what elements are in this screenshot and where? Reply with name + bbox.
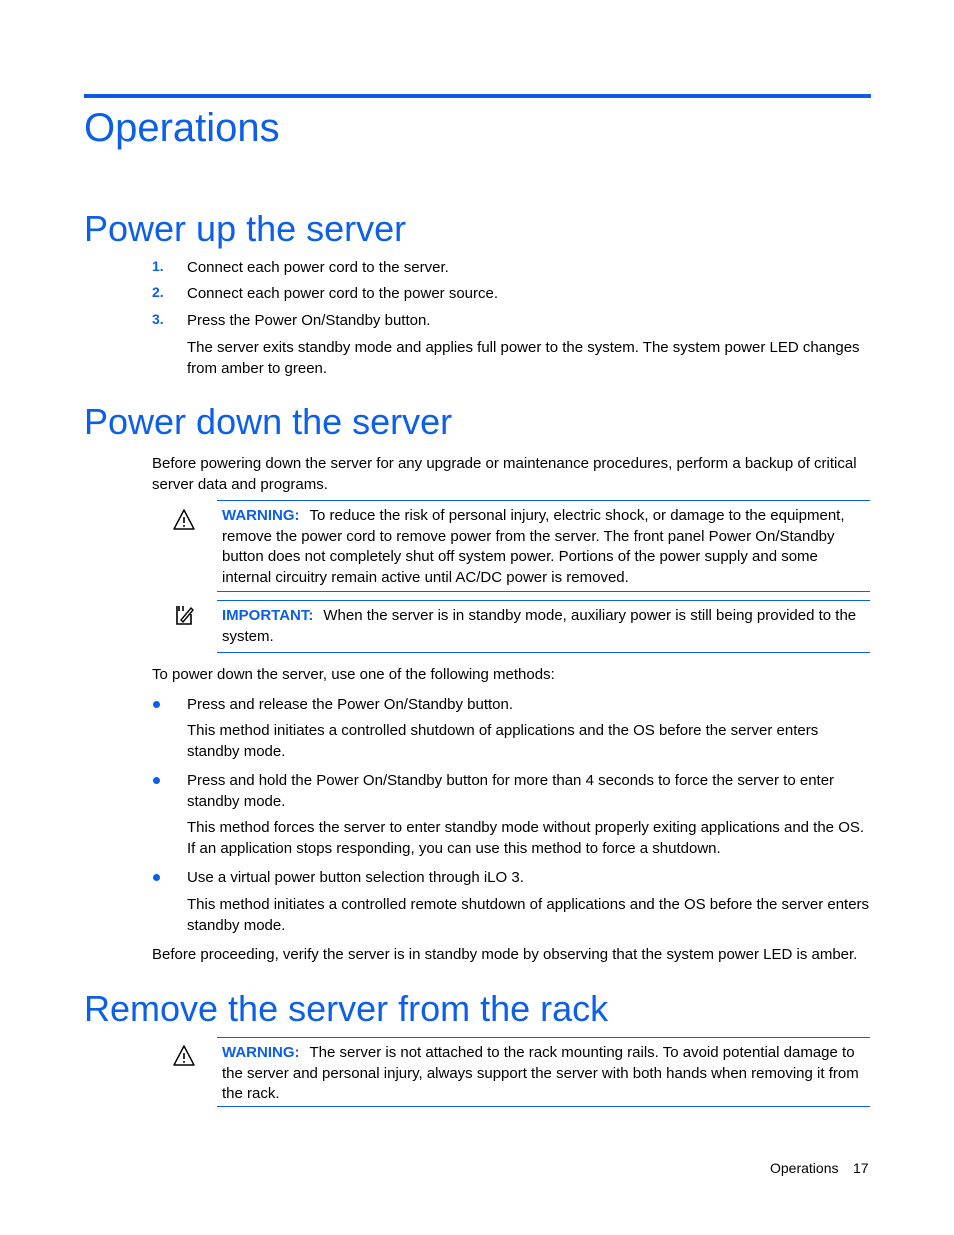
warning-label: WARNING: (222, 507, 300, 524)
footer-section: Operations (770, 1160, 839, 1176)
warning-triangle-icon (172, 1044, 196, 1068)
warning-text: To reduce the risk of personal injury, electric shock, or damage to the equipment, remove the power cord to remove power from the server. The front panel Power On/Standby button does not completely shut off system power. Portions of the power supply and some internal circuitry remain active until AC/DC power is removed. (222, 507, 845, 586)
warning-triangle-icon (172, 508, 196, 532)
footer-page-number: 17 (853, 1160, 869, 1176)
bullet (153, 874, 160, 881)
important-text: When the server is in standby mode, auxiliary power is still being provided to the system. (222, 607, 857, 645)
note-bottom-rule (217, 591, 870, 592)
important-note-icon (172, 603, 196, 627)
method-detail: This method forces the server to enter standby mode without properly exiting applications and the OS. If an application stops responding, you can use this method to force a shutdown. (187, 819, 865, 857)
step-number: 3. (152, 311, 164, 327)
method-detail: This method initiates a controlled remote shutdown of applications and the OS before the server enters standby mode. (187, 896, 870, 934)
step-number: 2. (152, 284, 164, 300)
method-detail: This method initiates a controlled shutdown of applications and the OS before the server enters standby mode. (187, 722, 819, 760)
section-title-power-down: Power down the server (84, 401, 453, 442)
section-title-remove: Remove the server from the rack (84, 988, 609, 1029)
step-result: The server exits standby mode and applies full power to the system. The system power LED changes from amber to green. (187, 339, 860, 377)
step-text: Press the Power On/Standby button. (187, 312, 431, 329)
chapter-top-rule (84, 94, 871, 98)
step-number: 1. (152, 258, 164, 274)
important-label: IMPORTANT: (222, 607, 314, 624)
method-text: Use a virtual power button selection through iLO 3. (187, 869, 524, 886)
important-note (222, 606, 868, 647)
chapter-title: Operations (84, 106, 280, 150)
note-bottom-rule (217, 1106, 870, 1107)
warning-text: The server is not attached to the rack mounting rails. To avoid potential damage to the server and personal injury, always support the server with both hands when removing it from the rack. (222, 1044, 859, 1102)
step-text: Connect each power cord to the server. (187, 259, 449, 276)
step-text: Connect each power cord to the power source. (187, 285, 499, 302)
closing-text: Before proceeding, verify the server is in standby mode by observing that the system power LED is amber. (152, 946, 858, 963)
note-top-rule (217, 1037, 870, 1038)
methods-intro: To power down the server, use one of the following methods: (152, 666, 555, 683)
warning-label: WARNING: (222, 1044, 300, 1061)
note-top-rule (217, 600, 870, 601)
bullet (153, 777, 160, 784)
note-bottom-rule (217, 652, 870, 653)
section-title-power-up: Power up the server (84, 208, 407, 249)
section-intro: Before powering down the server for any upgrade or maintenance procedures, perform a backup of critical server data and programs. (152, 455, 857, 493)
warning-note (222, 1043, 868, 1105)
method-text: Press and hold the Power On/Standby button for more than 4 seconds to force the server to enter standby mode. (187, 772, 835, 810)
bullet (153, 701, 160, 708)
method-text: Press and release the Power On/Standby button. (187, 696, 514, 713)
warning-note (222, 506, 868, 588)
note-top-rule (217, 500, 870, 501)
